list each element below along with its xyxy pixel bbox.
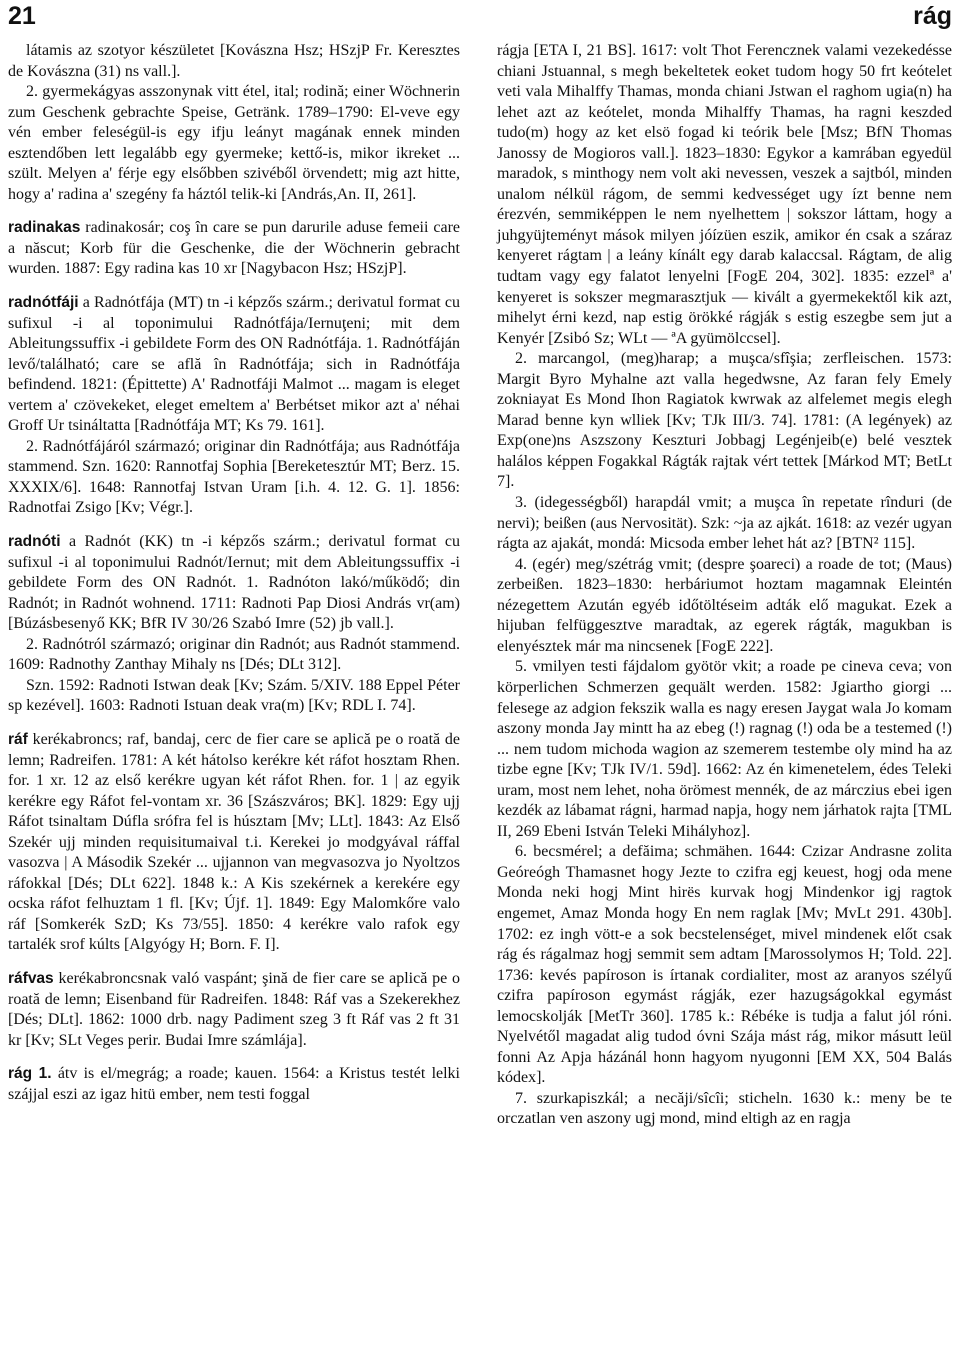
entry-text: kerékabroncs; raf, bandaj, cerc de fier care se aplică pe o roată de lemn; Radreifen. 1781: A két hátolso kerékre két ráfot hosztam Rhen. for. 1 xr. 12 az első kerékre ugyan két ráfot Rhen. for. 1 | az egyik kerékre egy Ráfot fel-vontam xr. 36 [Szászváros; BK]. 1829: Egy ujj Ráfot tsinaltam Dúfla srófra fel is húsztam [Mv; LLt]. 1843: Az Első Szekér ujj minden requisitumaival t.i. Kerekei jo modgyával ráffal vasozva | A Második Szekér ... ujjannon van megvasozva jo Nyoltzos ráfokkal [Dés; DLt 622]. 1848 k.: A Kis szekérnek a kerekére egy ocska ráfot felhuztam 1 fl. [Kv; Újf. 1]. 1849: Egy Malomkőre valo ráf [Somkerék SzD; Ks 73/55]. 1850: 4 kerékre valo rafok egy tartalék srof kúlts [Algyógy H; Born. F. I]. [8,730,460,954]
page-number: 21 [8,2,36,30]
entry-headword: radnóti [8,533,61,551]
entry-paragraph: Szn. 1592: Radnoti Istwan deak [Kv; Szám. 5/XIV. 188 Eppel Péter sp kezével]. 1603: Radnoti Istuan deak vra(m) [Kv; RDL I. 74]. [8,676,460,715]
entry-paragraph: 2. Radnótról származó; originar din Radnót; aus Radnót stammend. 1609: Radnothy Zanthay Mihaly ns [Dés; DLt 312]. [8,635,460,674]
entry-headword: radnótfáji [8,294,79,312]
entry-headword: ráf [8,730,28,748]
entry-paragraph: 3. (idegességből) harapdál vmit; a muşca în repetate rînduri (de nervi); beißen (aus Nervosität). Szk: ~ja az ajkát. 1618: az vezér ugyan rágta az ajakát, mondá: Micsoda ember lehet hát az? [BTN² 115]. [497,494,952,553]
right-column [497,41,952,1130]
entry-paragraph: 4. (egér) meg/szétrág vmit; (despre şoareci) a roade de tot; (Maus) zerbeißen. 1823–1830: herbáriumot hoztam magamnak Eleintén nézegettem Azután egyéb időtöltéseim adták elő magukat. Ezek a hijuban felfüggesztve maradtak, az egerek rágták, magukban is elenyésztek már ma nincsenek [FogE 222]. [497,555,952,655]
left-column [8,41,460,1105]
entry-text: a Radnótfája (MT) tn -i képzős szárm.; derivatul format cu sufixul -i al toponimului Radnótfája/Iernuţeni; mit dem Ableitungssuffix -i gebildete Form des ON Radnótfája. 1. Radnótfáján levő/található; care se află în Radnótfája; sich in Radnótfája befindend. 1821: (Épittette) A' Radnotfáji Malmot ... magam is eleget vertem a' czövekeket, eleget emeltem a' Berbétset mikor azt a' néhai Groff Ur tsináltatta [Radnótfája MT; Ks 79. 161]. [8,294,460,435]
dictionary-entry [8,1064,460,1105]
running-head: rág [913,2,952,30]
dictionary-entry [8,218,460,280]
entry-text: átv is el/megrág; a roade; kauen. 1564: a Kristus testét lelki szájjal eszi az igaz hitü ember, nem testi foggal [8,1065,461,1103]
entry-paragraph: 2. Radnótfájáról származó; originar din Radnótfája; aus Radnótfája stammend. Szn. 1620: Rannotfaj Sophia [Bereketesztúr MT; Berz. 15. XXXIX/6]. 1648: Rannotfaj Istvan Uram [i.h. 4. 12. G. 1]. 1856: Radnotfai Zsigo [Kv; Végr.]. [8,437,460,517]
entry-paragraph: látamis az szotyor készületet [Kovászna Hsz; HSzjP Fr. Keresztes de Kovászna (31) ns vall.]. [8,42,460,80]
entry-headword: rág 1. [8,1065,52,1083]
entry-text: a Radnót (KK) tn -i képzős szárm.; derivatul format cu sufixul -i al toponimului Radnót/Iernut; mit dem Ableitungssuffix -i gebildete Form des ON Radnót. 1. Radnóton lakó/működő; din Radnót; in Radnót wohnend. 1711: Radnoti Pap Diosi András vr(am) [Búzásbesenyő KK; BfR IV 30/26 Szabó Imre (52) jb vall.]. [8,533,460,633]
entry-paragraph: 5. vmilyen testi fájdalom gyötör vkit; a roade pe cineva ceva; von körperlichen Schmerzen gequält werden. 1582: Jgiartho giorgi ... felesege az adgion fekszik walla es nagy eresen Jaygat wala Jo komam aszony monda Jay mintt ha az ebeg (!) ragnag (!) oda be a testemed (!) ... nem tudom michoda wagion az szemerem testembe oly mind ha az tizbe egne [Kv; TJk IV/1. 59d]. 1662: Az én kimenetelem, édes Teleki uram, most nem lehet, noha örömest mennék, de az márczius ebei igen kezdék az lábamat rágni, harmad napja, hogy nem járhatok rajta [TML II, 269 Ebeni István Teleki Mihályhoz]. [497,658,952,840]
page-header [8,2,952,32]
entry-headword: ráfvas [8,969,54,987]
entry-paragraph: 2. gyermekágyas asszonynak vitt étel, ital; rodină; einer Wöchnerin zum Geschenk gebrachte Speise, Getränk. 1789–1790: El-veve egy vén ember feleségül-is egy ifju leányt magának ennek minden esztendőben lett legalább egy gyermeke; kettő-is, mikor ikreket ... szült. Melyen a' férje egy elsőbben szivéből örvendett; mig azt hitte, hogy a' radina a' szegény fa háztól telik-ki [András,An. II, 261]. [8,83,460,203]
entry-headword: radinakas [8,219,81,237]
entry-paragraph: 2. marcangol, (meg)harap; a muşca/sfîşia; zerfleischen. 1573: Margit Byro Myhalne azt valla hegedwsne, Az faran fely Emely zokniayat Es Mond Ihon Ragiatok kwrwak az alfelemet megis elegh Marad benne kyn wlliek [Kv; TJk III/3. 74]. 1781: (A legények) az Exp(one)ns Aszszony Keszturi Jobbagj Legénjeib(e) belé vesztek halálos képpen Fogakkal Rágták rajtak vért tettek [Márkod MT; BetLt 7]. [497,350,952,491]
entry-paragraph: 7. szurkapiszkál; a necăji/sîcîi; sticheln. 1630 k.: meny be te orczatlan ven aszony ugj mond, mind eltigh az en ragja [497,1089,952,1128]
entry-text: kerékabroncsnak való vaspánt; şină de fier care se aplică pe o roată de lemn; Eisenband für Radreifen. 1848: Ráf vas a Szekerekhez [Dés; DLt]. 1862: 1000 drb. nagy Padiment szeg 3 ft Ráf vas 2 ft 31 kr [Kv; SLt Veges perir. Budai Imre számlája]. [8,969,460,1049]
dictionary-entry [8,730,460,956]
entry-text: radinakosár; coş în care se pun darurile aduse femeii care a născut; Korb für die Geschenke, die der Wöchnerin gebracht wurden. 1887: Egy radina kas 10 xr [Nagybacon Hsz; HSzjP]. [8,219,460,278]
dictionary-entry [8,293,460,437]
dictionary-entry [8,532,460,635]
entry-paragraph: rágja [ETA I, 21 BS]. 1617: volt Thot Ferencznek valami vezekedésse chiani Jstuannal, s megh bekeltetek eoket tudom hogy 50 frt keótelet veti vala Mihalffy Thamas, monda chiani Jstwan el raghom ugia(n) ha lehet azt az keótelet, monda Mihalffy Thamas, ha ragni keszded tudo(m) hogy az ket elsö fogad ki teórik bele [Msz; BfN Thomas Janossy de Mogioros vall.]. 1823–1830: Egykor a kamrában egyedül maradok, s minthogy nem volt aki nevessen, veszek a sajtból, minden unalom nélkül rágom, de semmi kedvességet ugy ízt benne nem érezvén, semmiképpen le nem nyelhettem | sokszor láttam, hogy a juhgyüjteményt mások milyen jóízüen eszik, amikor én csak a száraz kenyeret rágtam | a leány kínált egy darab kalaccsal. Rágtam, de alig tudtam vagy egy falatot lenyelni [FogE 204, 302]. 1835: ezzelª a' kenyeret is sokszer megmarasztjuk — kivált a gyermekektől kik azt, mihelyt érni kezd, nap estig örökké rágják s estig eszegbe sem jut a Kenyér [Zsibó Sz; WLt — ªA gyümölccsel]. [497,42,952,347]
dictionary-entry [8,969,460,1051]
entry-paragraph: 6. becsmérel; a defăima; schmähen. 1644: Czizar Andrasne zolita Geóreógh Thamasnet hogy Jezte to czifra egj keuest, hogj oda mene Monda neki hogj Mint hirës kurvak hogj Mindenkor igj ragtok engemet, Amaz Monda hogy En nem raglak [Mv; MvLt 291. 430b]. 1702: ez ingh vött-e a sok becstelenséget, mivel mindenek előt csak rág és rágalmaz hogj semmit sem adtam [Marossolymos H; Told. 22]. 1736: kevés papíroson is írtanak cordialiter, most az aranyos szélyű czifra papíroson egymást rágják, ezer hazugságokkal egymást lemocskolják [MetTr 360]. 1785 k.: Rébéke is tudja a falut jól róni. Nyelvétől magadat alig tudod óvni Szája mást rág, mikor másutt leül fonni Az Apja házánál honn hagyom nyugonni [EM XX, 504 Balás kódex]. [497,843,952,1087]
